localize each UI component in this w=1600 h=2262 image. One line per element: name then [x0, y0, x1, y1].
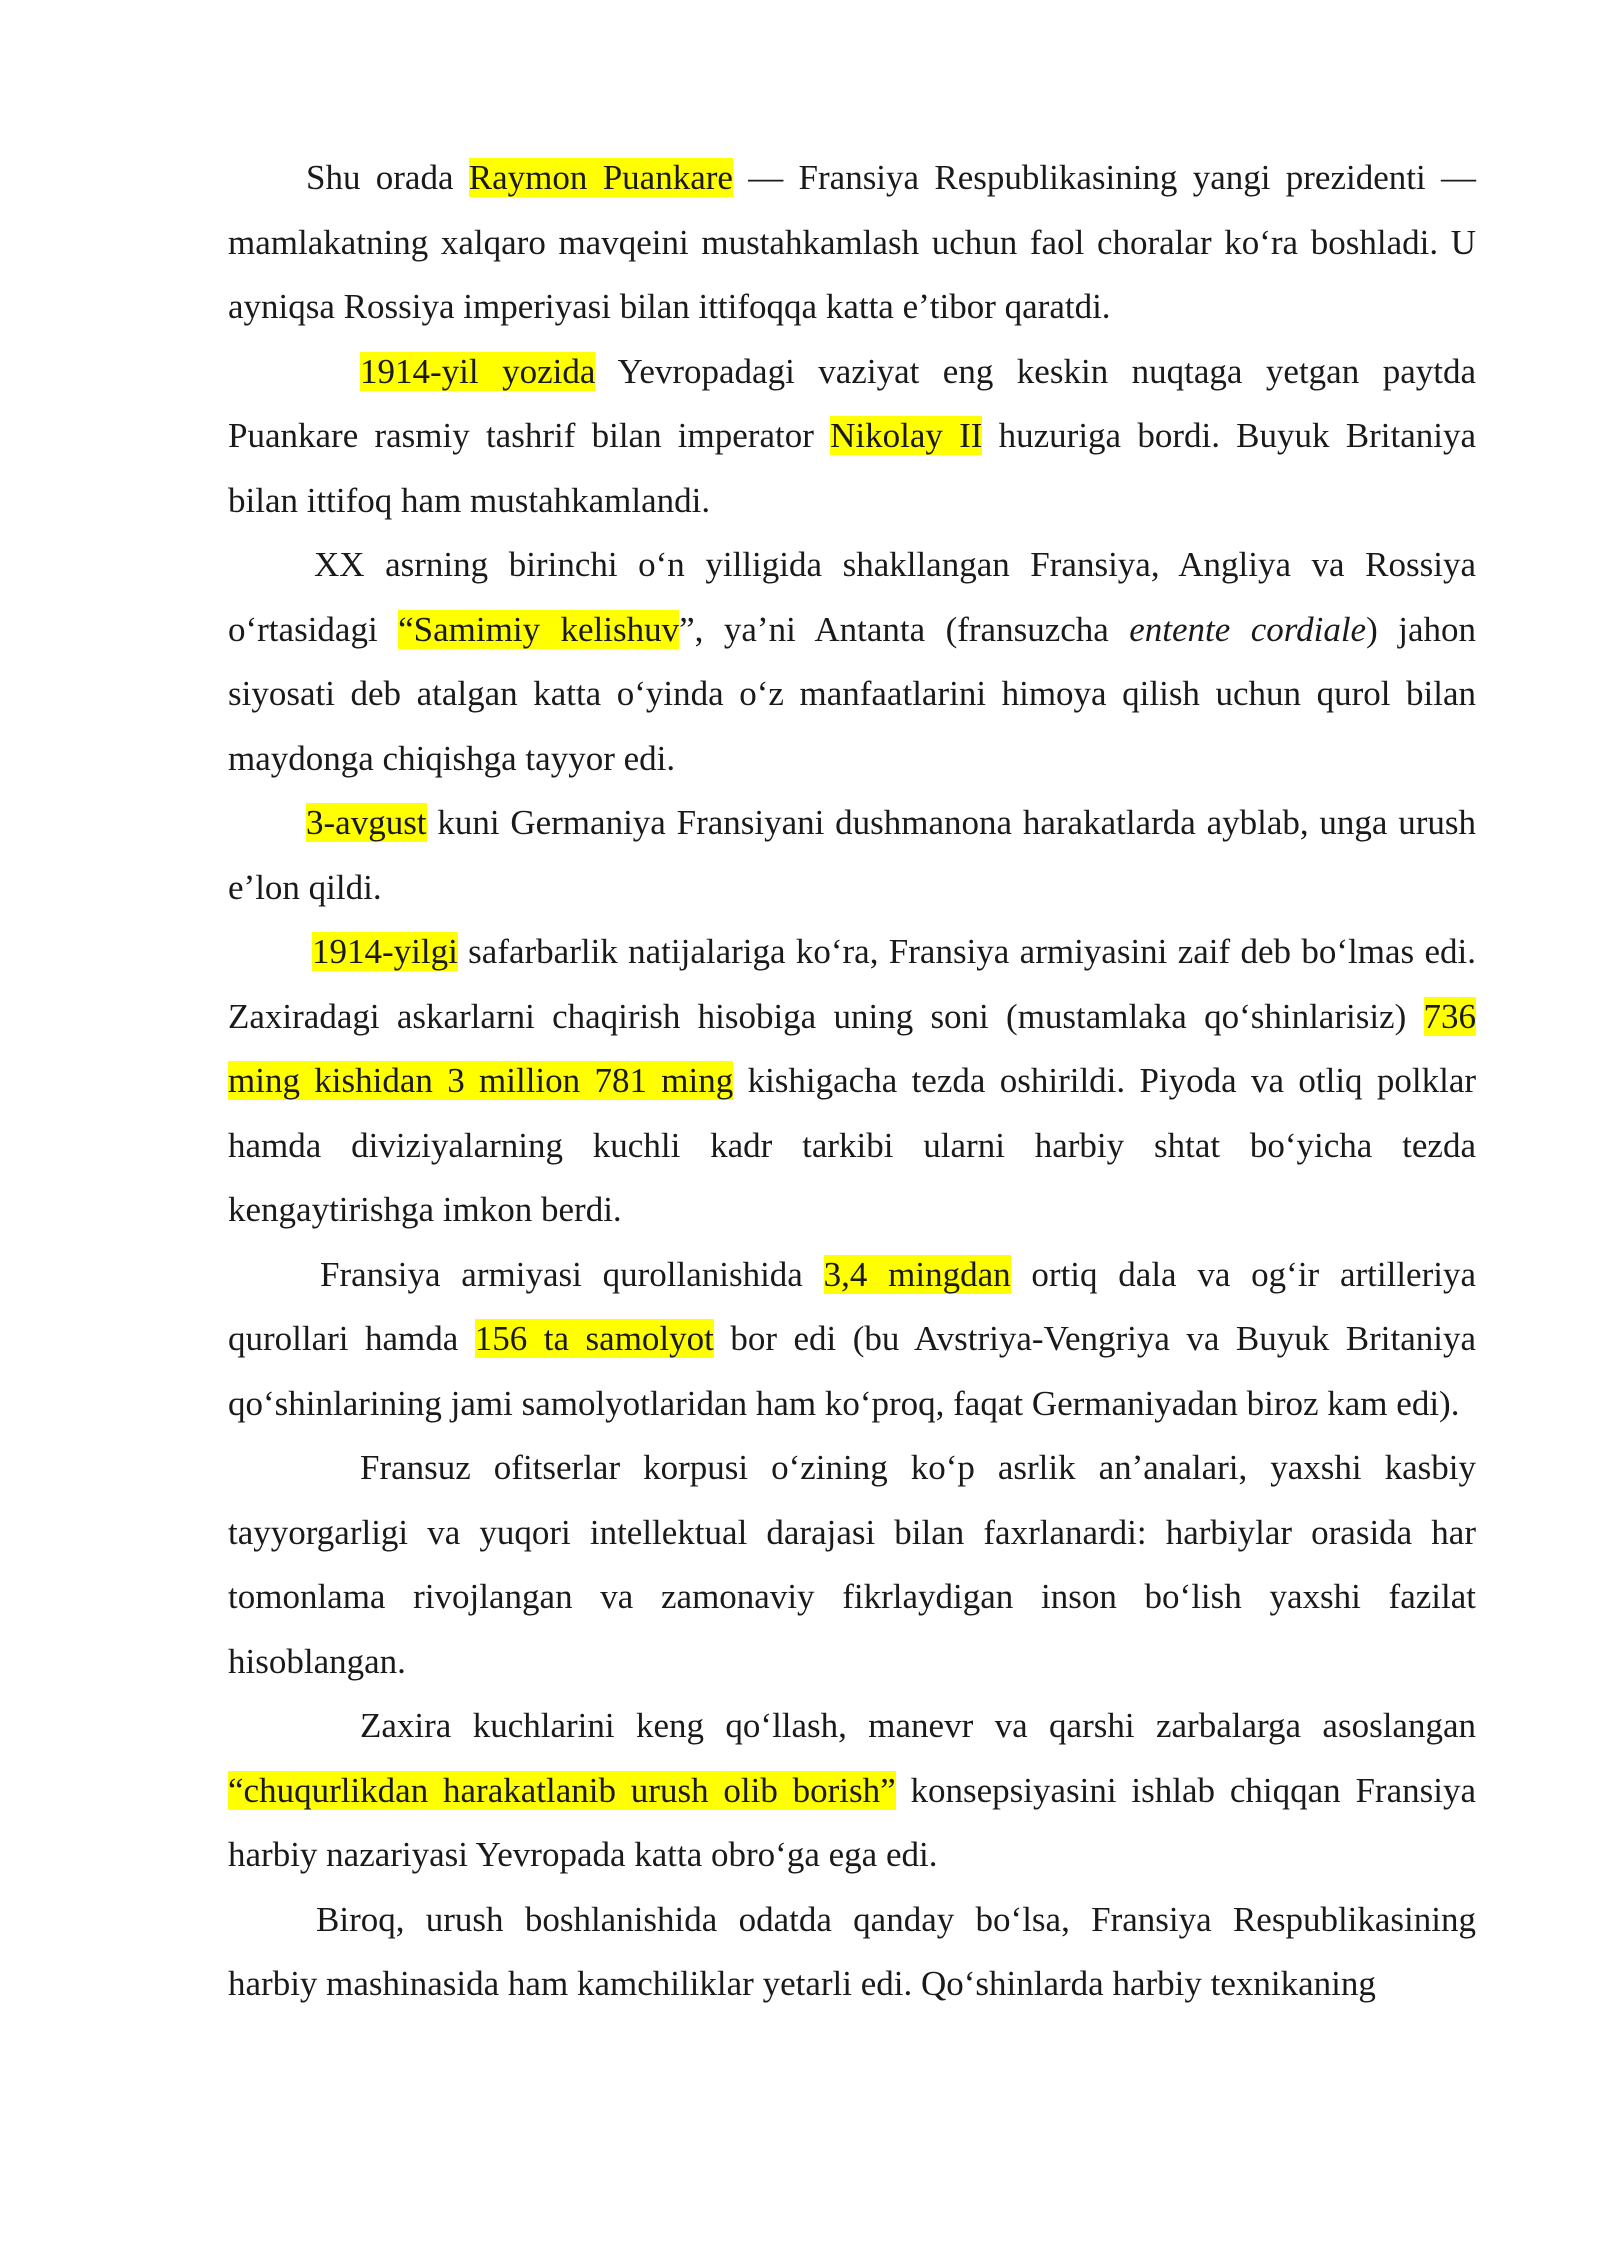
highlighted-text: “chuqurlikdan harakatlanib urush olib borish”	[228, 1770, 896, 1810]
text-run: ”, yaʼni Antanta (fransuzcha	[679, 609, 1130, 649]
paragraph	[228, 146, 1476, 340]
text-run: ortiq dala va ogʻir artilleriya qurollari hamda	[228, 1254, 1477, 1358]
paragraph	[228, 533, 1476, 791]
text-run: Shu orada	[306, 158, 469, 197]
text-run: Biroq, urush boshlanishida odatda qanday boʻlsa, Fransiya Respublikasining harbiy mashinasida ham kamchiliklar yetarli edi. Qoʻshinlarda harbiy texnikaning	[228, 1899, 1476, 2003]
highlighted-text: 1914-yil yozida	[360, 351, 596, 391]
paragraph	[228, 791, 1476, 920]
highlighted-text: 3-avgust	[306, 803, 427, 842]
text-run: Yevropadagi vaziyat eng keskin nuqtaga yetgan paytda Puankare rasmiy tashrif bilan imperator	[228, 351, 1476, 455]
text-run: kuni Germaniya Fransiyani dushmanona harakatlarda ayblab, unga urush eʼlon qildi.	[228, 803, 1476, 907]
paragraph	[228, 340, 1476, 534]
paragraph	[228, 1888, 1476, 2017]
highlighted-text: 156 ta samolyot	[474, 1319, 714, 1358]
text-run: konsepsiyasini ishlab chiqqan Fransiya harbiy nazariyasi Yevropada katta obroʻga ega edi.	[228, 1770, 1476, 1874]
italic-text: entente cordiale	[1129, 609, 1367, 649]
highlighted-text: 1914-yilgi	[312, 932, 458, 971]
paragraph	[228, 1694, 1476, 1888]
text-run: ) jahon siyosati deb atalgan katta oʻyinda oʻz manfaatlarini himoya qilish uchun qurol bilan maydonga chiqishga tayyor edi.	[228, 609, 1476, 778]
paragraph	[228, 1243, 1476, 1437]
text-run: safarbarlik natijalariga koʻra, Fransiya armiyasini zaif deb boʻlmas edi. Zaxiradagi askarlarni chaqirish hisobiga uning soni (mustamlaka qoʻshinlarisiz)	[228, 932, 1476, 1036]
paragraph	[228, 920, 1476, 1243]
highlighted-text: “Samimiy kelishuv	[398, 609, 680, 649]
text-run: Fransiya armiyasi qurollanishida	[320, 1254, 824, 1294]
highlighted-text: Raymon Puankare	[468, 158, 733, 197]
text-run: bor edi (bu Avstriya-Vengriya va Buyuk Britaniya qoʻshinlarining jami samolyotlaridan ham koʻproq, faqat Germaniyadan biroz kam edi).	[228, 1319, 1477, 1423]
text-run: Fransuz ofitserlar korpusi oʻzining koʻp asrlik anʼanalari, yaxshi kasbiy tayyorgarligi va yuqori intellektual darajasi bilan faxrlanardi: harbiylar orasida har tomonlama rivojlangan va zamonaviy fikrlaydigan inson boʻlish yaxshi fazilat hisoblangan.	[228, 1448, 1476, 1681]
highlighted-text: 736 ming kishidan 3 million 781 ming	[228, 996, 1476, 1100]
highlighted-text: 3,4 mingdan	[823, 1254, 1011, 1294]
text-run: XX asrning birinchi oʻn yilligida shakllangan Fransiya, Angliya va Rossiya oʻrtasidagi	[228, 545, 1476, 649]
document-body	[228, 146, 1476, 2017]
text-run: huzuriga bordi. Buyuk Britaniya bilan ittifoq ham mustahkamlandi.	[228, 416, 1476, 520]
text-run: kishigacha tezda oshirildi. Piyoda va otliq polklar hamda diviziyalarning kuchli kadr tarkibi ularni harbiy shtat boʻyicha tezda kengaytirishga imkon berdi.	[228, 1061, 1477, 1229]
text-run: — Fransiya Respublikasining yangi prezidenti — mamlakatning xalqaro mavqeini mustahkamlash uchun faol choralar koʻra boshladi. U ayniqsa Rossiya imperiyasi bilan ittifoqqa katta eʼtibor qaratdi.	[228, 158, 1477, 326]
highlighted-text: Nikolay II	[830, 416, 983, 455]
paragraph	[228, 1436, 1476, 1694]
text-run: Zaxira kuchlarini keng qoʻllash, manevr va qarshi zarbalarga asoslangan	[360, 1706, 1476, 1745]
